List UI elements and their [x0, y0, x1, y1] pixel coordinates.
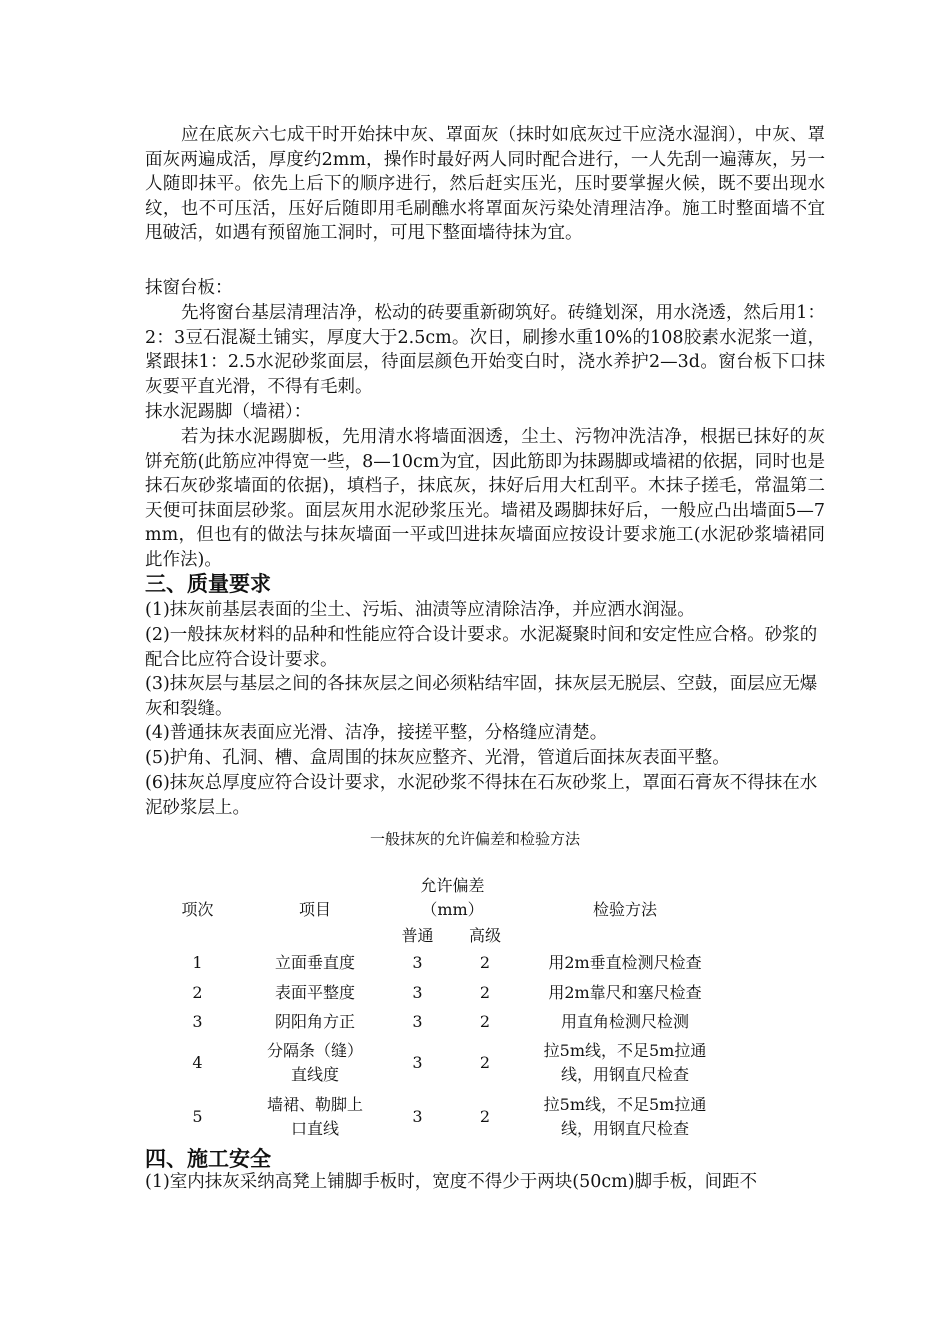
table-row — [150, 1090, 730, 1144]
table-row — [150, 948, 730, 978]
table-header-row — [150, 872, 730, 924]
cell-item: 立面垂直度 — [274, 953, 355, 972]
cell-no: 5 — [192, 1107, 203, 1126]
cell-normal: 3 — [412, 982, 423, 1002]
cell-item: 墙裙、勒脚上口直线 — [266, 1095, 363, 1138]
cell-no: 2 — [192, 982, 203, 1002]
cell-item: 表面平整度 — [274, 982, 355, 1002]
cell-normal: 3 — [412, 1011, 423, 1031]
header-normal: 普通 — [401, 926, 434, 945]
cell-normal: 3 — [412, 1107, 423, 1126]
cell-high: 2 — [479, 1107, 491, 1126]
cell-method: 用2m靠尺和塞尺检查 — [548, 982, 702, 1002]
cell-normal: 3 — [412, 1053, 423, 1072]
cell-no: 3 — [192, 1011, 203, 1031]
table-row — [150, 978, 730, 1007]
quality-item-1: (1)抹灰前基层表面的尘土、污垢、油渍等应清除洁净，并应洒水润湿。 — [145, 600, 695, 620]
cell-no: 4 — [192, 1053, 203, 1072]
cell-item: 分隔条（缝）直线度 — [266, 1041, 363, 1084]
cell-no: 1 — [192, 953, 203, 972]
cell-high: 2 — [479, 1053, 491, 1072]
cell-high: 2 — [479, 1011, 491, 1031]
table-row — [150, 1007, 730, 1036]
heading-safety: 四、施工安全 — [145, 1146, 271, 1171]
cell-method: 拉5m线，不足5m拉通线，用钢直尺检查 — [543, 1095, 707, 1138]
cell-high: 2 — [479, 982, 491, 1002]
cell-item: 阴阳角方正 — [274, 1011, 355, 1031]
quality-item-4: (4)普通抹灰表面应光滑、洁净，接搓平整，分格缝应清楚。 — [145, 723, 608, 743]
quality-item-6: (6)抹灰总厚度应符合设计要求，水泥砂浆不得抹在石灰砂浆上，罩面石膏灰不得抹在水泥砂浆层上。 — [145, 773, 818, 818]
header-no: 项次 — [181, 900, 214, 919]
quality-item-5: (5)护角、孔洞、槽、盒周围的抹灰应整齐、光滑，管道后面抹灰表面平整。 — [145, 748, 730, 768]
cell-method: 用2m垂直检测尺检查 — [548, 953, 702, 972]
cell-high: 2 — [479, 953, 491, 972]
quality-item-2: (2)一般抹灰材料的品种和性能应符合设计要求。水泥凝聚时间和安定性应合格。砂浆的配合比应符合设计要求。 — [145, 625, 818, 670]
cell-method: 用直角检测尺检测 — [560, 1011, 689, 1031]
safety-item-1: (1)室内抹灰采纳高凳上铺脚手板时，宽度不得少于两块(50cm)脚手板，间距不 — [145, 1172, 758, 1192]
paragraph-window-sill: 先将窗台基层清理洁净，松动的砖要重新砌筑好。砖缝划深，用水浇透，然后用1：2：3豆石混凝土铺实，厚度大于2.5cm。次日，刷掺水重10%的108胶素水泥浆一道，紧跟抹1：2.5水泥砂浆面层，待面层颜色开始变白时，浇水养护2—3d。窗台板下口抹灰要平直光滑，不得有毛刺。 — [145, 303, 825, 397]
header-item: 项目 — [298, 900, 331, 919]
header-tolerance: 允许偏差（mm） — [420, 876, 485, 919]
tolerance-table — [150, 872, 730, 1144]
quality-item-3: (3)抹灰层与基层之间的各抹灰层之间必须粘结牢固，抹灰层无脱层、空鼓，面层应无爆灰和裂缝。 — [145, 674, 818, 719]
header-method: 检验方法 — [592, 900, 657, 919]
paragraph-skirting: 若为抹水泥踢脚板，先用清水将墙面洇透，尘土、污物冲洗洁净，根据已抹好的灰饼充筋(此筋应冲得宽一些，8—10cm为宜，因此筋即为抹踢脚或墙裙的依据，同时也是抹石灰砂浆墙面的依据)，填档子，抹底灰，抹好后用大杠刮平。木抹子搓毛，常温第二天便可抹面层砂浆。面层灰用水泥砂浆压光。墙裙及踢脚抹好后，一般应凸出墙面5—7mm，但也有的做法与抹灰墙面一平或凹进抹灰墙面应按设计要求施工(水泥砂浆墙裙同此作法)。 — [145, 427, 825, 570]
heading-quality: 三、质量要求 — [145, 571, 271, 596]
cell-method: 拉5m线，不足5m拉通线，用钢直尺检查 — [543, 1041, 707, 1084]
label-window-sill: 抹窗台板： — [145, 278, 233, 298]
table-row — [150, 1036, 730, 1090]
label-skirting: 抹水泥踢脚（墙裙）： — [145, 402, 312, 422]
table-caption: 一般抹灰的允许偏差和检验方法 — [369, 830, 580, 848]
paragraph-middle-coat: 应在底灰六七成干时开始抹中灰、罩面灰（抹时如底灰过干应浇水湿润），中灰、罩面灰两遍成活，厚度约2mm，操作时最好两人同时配合进行，一人先刮一遍薄灰，另一人随即抹平。依先上后下的顺序进行，然后赶实压光，压时要掌握火候，既不要出现水纹，也不可压活，压好后随即用毛刷醮水将罩面灰污染处清理洁净。施工时整面墙不宜甩破活，如遇有预留施工洞时，可甩下整面墙待抹为宜。 — [145, 125, 825, 244]
cell-normal: 3 — [412, 953, 423, 972]
header-high: 高级 — [468, 926, 501, 945]
